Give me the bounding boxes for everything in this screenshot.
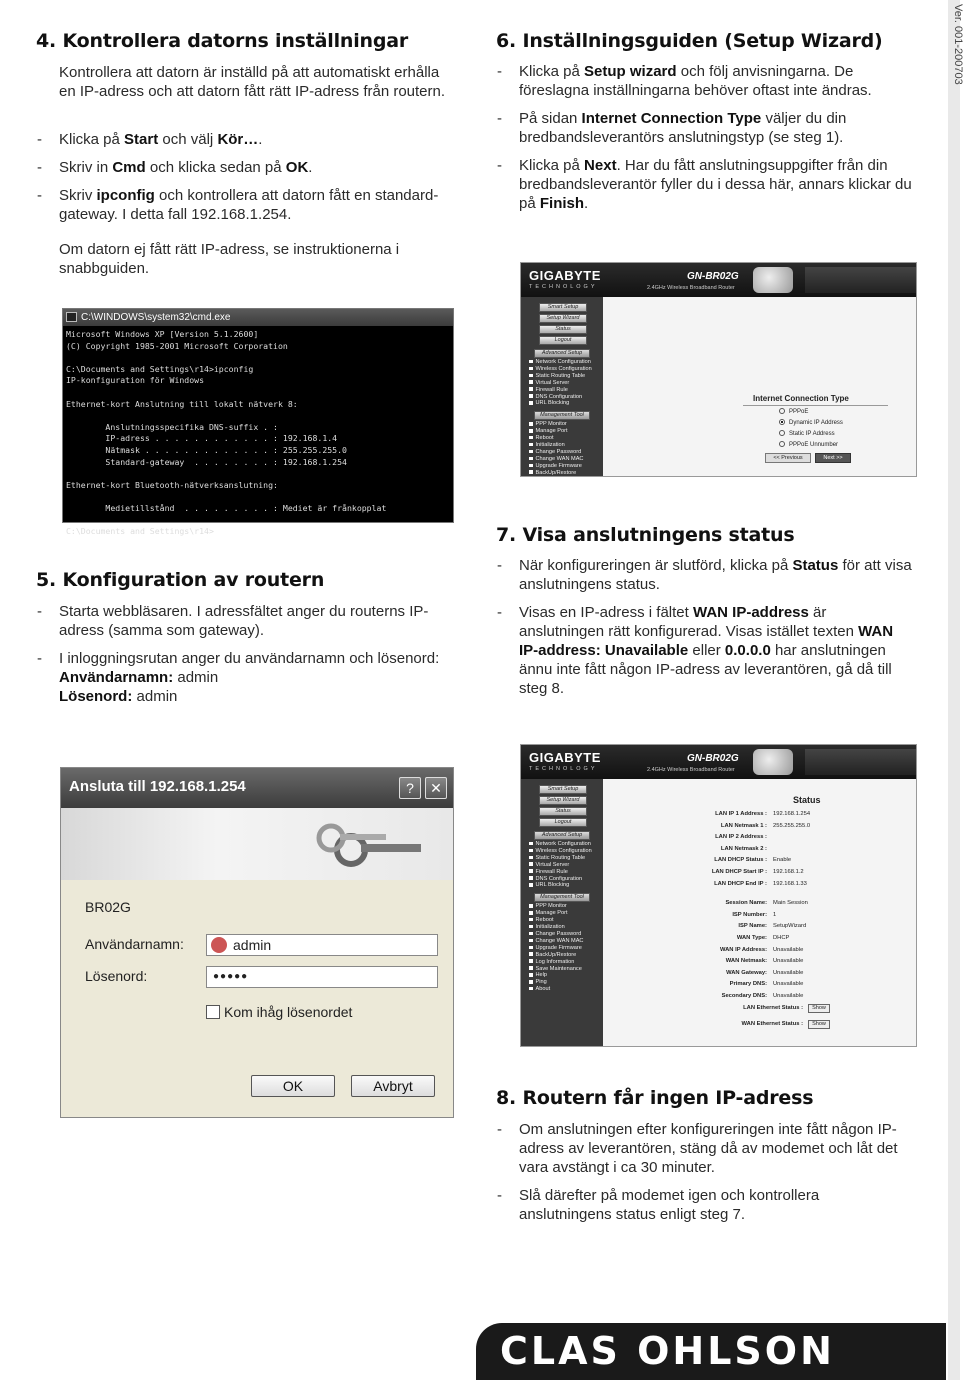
close-button[interactable]: ✕ — [425, 777, 447, 799]
status-row — [643, 991, 903, 1003]
router-menu-item[interactable]: Manage Port — [529, 910, 603, 917]
remember-label: Kom ihåg lösenordet — [224, 1004, 353, 1020]
username-label: Användarnamn: — [85, 936, 184, 952]
management-tool-header-2: Management Tool — [534, 893, 590, 902]
smart-setup-button-2[interactable]: Smart Setup — [539, 785, 587, 794]
section-5-steps — [35, 602, 455, 715]
router-status-screenshot — [520, 744, 917, 1047]
section-7-title: 7. Visa anslutningens status — [496, 524, 795, 546]
status-row — [643, 879, 903, 891]
s7-step-1: - När konfigureringen är slutförd, klicka på Status för att visa anslutningens status. — [495, 556, 915, 594]
section-4-outro: Om datorn ej fått rätt IP-adress, se instruktionerna i snabbguiden. — [59, 241, 400, 277]
remember-checkbox[interactable] — [206, 1005, 220, 1019]
s7-step-2: - Visas en IP-adress i fältet WAN IP-address är anslutningen rätt konfigurerad. Visas istället texten WAN IP-address: Unavailable eller 0.0.0.0 har anslutningen ännu inte fått någon IP-adress av leverantören, gå då till steg 8. — [495, 603, 915, 698]
router-menu-item[interactable]: BackUp/Restore — [529, 470, 603, 477]
logout-button[interactable]: Logout — [539, 336, 587, 345]
status-row — [643, 821, 903, 833]
router-menu-item[interactable]: BackUp/Restore — [529, 952, 603, 959]
router-menu-item[interactable]: Change Password — [529, 931, 603, 938]
status-button[interactable]: Status — [539, 325, 587, 334]
wizard-heading: Internet Connection Type — [753, 394, 849, 403]
help-button[interactable]: ? — [399, 777, 421, 799]
option-pppoe-unnumber[interactable]: PPPoE Unnumber — [779, 440, 843, 451]
s4-step-3: - Skriv ipconfig och kontrollera att datorn fått en standard-gateway. I detta fall 192.168.1.254. — [35, 186, 455, 224]
status-key: Secondary DNS: — [721, 992, 767, 999]
status-button-2[interactable]: Status — [539, 807, 587, 816]
router-sidebar-2 — [521, 779, 603, 1046]
status-key: Session Name: — [725, 900, 767, 907]
status-value: SetupWizard — [773, 923, 807, 930]
version-label-wrap — [952, 4, 964, 124]
router-menu-item[interactable]: PPP Monitor — [529, 421, 603, 428]
status-value: Unavailable — [773, 946, 804, 953]
status-key: LAN DHCP Status : — [714, 857, 767, 864]
status-row — [643, 921, 903, 933]
router-menu-item[interactable]: PPP Monitor — [529, 903, 603, 910]
lan-ethernet-label: LAN Ethernet Status : — [743, 1005, 803, 1011]
router-menu-item[interactable]: Upgrade Firmware — [529, 463, 603, 470]
next-button[interactable]: Next >> — [815, 453, 851, 463]
status-row — [643, 867, 903, 879]
status-key: Primary DNS: — [729, 981, 767, 988]
status-row — [643, 890, 903, 898]
s8-step-2: - Slå därefter på modemet igen och kontrollera anslutningens status enligt steg 7. — [495, 1186, 915, 1224]
status-key: ISP Name: — [738, 923, 767, 930]
option-dynamic-ip[interactable]: Dynamic IP Address — [779, 418, 843, 429]
status-value: Main Session — [773, 900, 808, 907]
page-edge-strip — [948, 0, 960, 1380]
section-6-title: 6. Inställningsguiden (Setup Wizard) — [496, 30, 883, 52]
status-row — [643, 933, 903, 945]
status-row — [643, 968, 903, 980]
status-value: Unavailable — [773, 958, 804, 965]
option-pppoe[interactable]: PPPoE — [779, 407, 843, 418]
s5-step-2: - I inloggningsrutan anger du användarnamn och lösenord: Användarnamn: admin Lösenord: admin — [35, 649, 455, 706]
status-row — [643, 844, 903, 856]
advanced-menu-2 — [521, 841, 603, 889]
router-menu-item[interactable]: Reboot — [529, 917, 603, 924]
status-key: LAN IP 2 Address : — [715, 834, 767, 841]
previous-button[interactable]: << Previous — [765, 453, 811, 463]
status-row — [643, 832, 903, 844]
section-7-steps — [495, 556, 915, 707]
cmd-icon — [66, 312, 77, 322]
router-model-2: GN-BR02G — [687, 753, 739, 764]
status-row — [643, 898, 903, 910]
login-title: Ansluta till 192.168.1.254 — [69, 778, 246, 795]
s6-step-3: - Klicka på Next. Har du fått anslutningsuppgifter från din bredbandsleverantör fyller du i dessa här, annars klickar du på Finish. — [495, 156, 915, 213]
router-status-main — [603, 779, 916, 1046]
clas-ohlson-logo: CLAS OHLSON — [476, 1323, 946, 1380]
status-table — [643, 809, 903, 1003]
status-heading: Status — [793, 795, 821, 805]
cmd-title-bar: C:\WINDOWS\system32\cmd.exe — [63, 309, 453, 326]
username-field[interactable]: admin — [206, 934, 438, 956]
user-icon — [211, 937, 227, 953]
router-menu-item[interactable]: Upgrade Firmware — [529, 945, 603, 952]
status-key: LAN IP 1 Address : — [715, 811, 767, 817]
status-row — [643, 809, 903, 821]
status-key: WAN IP Address: — [719, 946, 767, 953]
password-field[interactable]: ●●●●● — [206, 966, 438, 988]
status-value: 192.168.1.33 — [773, 880, 807, 887]
status-value: 255.255.255.0 — [773, 822, 811, 829]
router-header: GIGABYTE TECHNOLOGY 2.4GHz Wireless Broadband Router GN-BR02G — [521, 263, 916, 297]
router-menu-item[interactable]: Virtual Server — [529, 862, 603, 869]
status-key: WAN Netmask: — [725, 958, 767, 965]
status-value: 192.168.1.254 — [773, 811, 811, 817]
router-menu-item[interactable]: Virtual Server — [529, 380, 603, 387]
router-menu-item[interactable]: About — [529, 986, 603, 993]
s6-step-1: - Klicka på Setup wizard och följ anvisningarna. De föreslagna inställningarna behöver oftast inte ändras. — [495, 62, 915, 100]
status-key: LAN DHCP Start IP : — [711, 868, 767, 875]
router-menu-item[interactable]: Change WAN MAC — [529, 938, 603, 945]
s4-step-1: - Klicka på Start och välj Kör…. — [35, 130, 455, 149]
section-8-title: 8. Routern får ingen IP-adress — [496, 1087, 814, 1109]
login-title-bar — [61, 768, 453, 808]
status-value: 1 — [773, 911, 777, 918]
smart-setup-button[interactable]: Smart Setup — [539, 303, 587, 312]
password-label: Lösenord: — [85, 968, 148, 984]
version-label: Ver. 001-200703 — [952, 4, 964, 85]
ok-button[interactable]: OK — [251, 1075, 335, 1097]
status-row — [643, 956, 903, 968]
router-menu-item[interactable]: Reboot — [529, 435, 603, 442]
status-key: LAN DHCP End IP : — [714, 880, 767, 887]
management-tool-header: Management Tool — [534, 411, 590, 420]
router-logo-2: GIGABYTE — [529, 750, 601, 765]
router-menu-item[interactable]: Ping — [529, 979, 603, 986]
keys-icon — [61, 808, 455, 880]
router-header-2: GIGABYTE TECHNOLOGY 2.4GHz Wireless Broadband Router GN-BR02G — [521, 745, 916, 779]
router-wizard-screenshot — [520, 262, 917, 477]
status-value: DHCP — [773, 934, 790, 941]
section-5-title: 5. Konfiguration av routern — [36, 569, 325, 591]
management-menu — [521, 421, 603, 476]
router-menu-item[interactable]: Manage Port — [529, 428, 603, 435]
router-menu-item[interactable]: Change WAN MAC — [529, 456, 603, 463]
status-key: LAN Netmask 2 : — [720, 845, 767, 852]
status-key: WAN Gateway: — [726, 969, 767, 976]
section-8-steps — [495, 1120, 915, 1233]
router-menu-item[interactable]: Static Routing Table — [529, 855, 603, 862]
section-4-steps — [35, 130, 455, 233]
status-key: WAN Type: — [736, 934, 767, 941]
router-menu-item[interactable]: Help — [529, 972, 603, 979]
status-row — [643, 945, 903, 957]
status-key: LAN Netmask 1 : — [720, 822, 767, 829]
s8-step-1: - Om anslutningen efter konfigureringen inte fått någon IP-adress av leverantören, stäng då av modemet och låt det vara avstängt i ca 30 minuter. — [495, 1120, 915, 1177]
router-menu-item[interactable]: Initialization — [529, 442, 603, 449]
router-menu-item[interactable]: Save Maintenance — [529, 966, 603, 973]
router-menu-item[interactable]: Wireless Configuration — [529, 366, 603, 373]
advanced-menu — [521, 359, 603, 407]
login-banner — [61, 808, 453, 880]
router-menu-item[interactable]: Change Password — [529, 449, 603, 456]
router-device-icon-2 — [753, 749, 793, 775]
router-menu-item[interactable]: Initialization — [529, 924, 603, 931]
status-value: Enable — [773, 857, 792, 864]
cmd-output: Microsoft Windows XP [Version 5.1.2600] (C) Copyright 1985-2001 Microsoft Corporation C:\Documents and Settings\r14>ipconfig IP-konfiguration för Windows Ethernet-kort Anslutning till lokalt nätverk 8: Anslutningsspecifika DNS-suffix . : IP-adress . . . . . . . . . . . . : 192.168.1.4 Nätmask . . . . . . . . . . . . . : 255.255.255.0 Standard-gateway . . . . . . . . : 192.168.1.254 Ethernet-kort Bluetooth-nätverksanslutning: Medietillstånd . . . . . . . . . : Mediet är frånkopplat C:\Documents and Settings\r14> — [66, 329, 387, 537]
logout-button-2[interactable]: Logout — [539, 818, 587, 827]
router-model: GN-BR02G — [687, 271, 739, 282]
status-row — [643, 979, 903, 991]
router-menu-item[interactable]: Static Routing Table — [529, 373, 603, 380]
status-value: Unavailable — [773, 992, 804, 999]
cmd-window — [62, 308, 454, 537]
section-4-intro: Kontrollera att datorn är inställd på att automatiskt erhålla en IP-adress och att datorn fått rätt IP-adress från routern. — [59, 64, 446, 100]
status-value: Unavailable — [773, 969, 804, 976]
login-dialog — [60, 767, 454, 1118]
status-value: 192.168.1.2 — [773, 868, 804, 875]
router-logo: GIGABYTE — [529, 268, 601, 283]
wan-show-button[interactable]: Show — [808, 1020, 830, 1029]
router-menu-item[interactable]: URL Blocking — [529, 400, 603, 407]
s4-step-2: - Skriv in Cmd och klicka sedan på OK. — [35, 158, 455, 177]
management-menu-2 — [521, 903, 603, 993]
router-menu-item[interactable]: Wireless Configuration — [529, 848, 603, 855]
router-sidebar — [521, 297, 603, 476]
s5-step-1: - Starta webbläsaren. I adressfältet anger du routerns IP-adress (samma som gateway). — [35, 602, 455, 640]
router-menu-item[interactable]: Network Configuration — [529, 359, 603, 366]
router-menu-item[interactable]: Log Information — [529, 959, 603, 966]
router-menu-item[interactable]: Network Configuration — [529, 841, 603, 848]
setup-wizard-button[interactable]: Setup Wizard — [539, 314, 587, 323]
s6-step-2: - På sidan Internet Connection Type väljer du din bredbandsleverantörs anslutningstyp (se steg 1). — [495, 109, 915, 147]
wan-ethernet-label: WAN Ethernet Status : — [741, 1021, 803, 1027]
router-menu-item[interactable]: URL Blocking — [529, 882, 603, 889]
setup-wizard-button-2[interactable]: Setup Wizard — [539, 796, 587, 805]
realm-label: BR02G — [85, 899, 131, 915]
router-device-icon — [753, 267, 793, 293]
section-6-steps — [495, 62, 915, 222]
status-key — [643, 890, 773, 898]
router-menu-item[interactable]: DNS Configuration — [529, 394, 603, 401]
lan-show-button[interactable]: Show — [808, 1004, 830, 1013]
status-row — [643, 855, 903, 867]
status-row — [643, 910, 903, 922]
cancel-button[interactable]: Avbryt — [351, 1075, 435, 1097]
option-static-ip[interactable]: Static IP Address — [779, 429, 843, 440]
section-4-title: 4. Kontrollera datorns inställningar — [36, 30, 409, 52]
router-menu-item[interactable]: DNS Configuration — [529, 876, 603, 883]
connection-options — [779, 407, 843, 451]
router-menu-item[interactable]: Firewall Rule — [529, 387, 603, 394]
router-menu-item[interactable]: Firewall Rule — [529, 869, 603, 876]
advanced-setup-header: Advanced Setup — [534, 349, 590, 358]
advanced-setup-header-2: Advanced Setup — [534, 831, 590, 840]
status-value: Unavailable — [773, 981, 804, 988]
status-key: ISP Number: — [732, 911, 767, 918]
router-main — [603, 297, 916, 476]
